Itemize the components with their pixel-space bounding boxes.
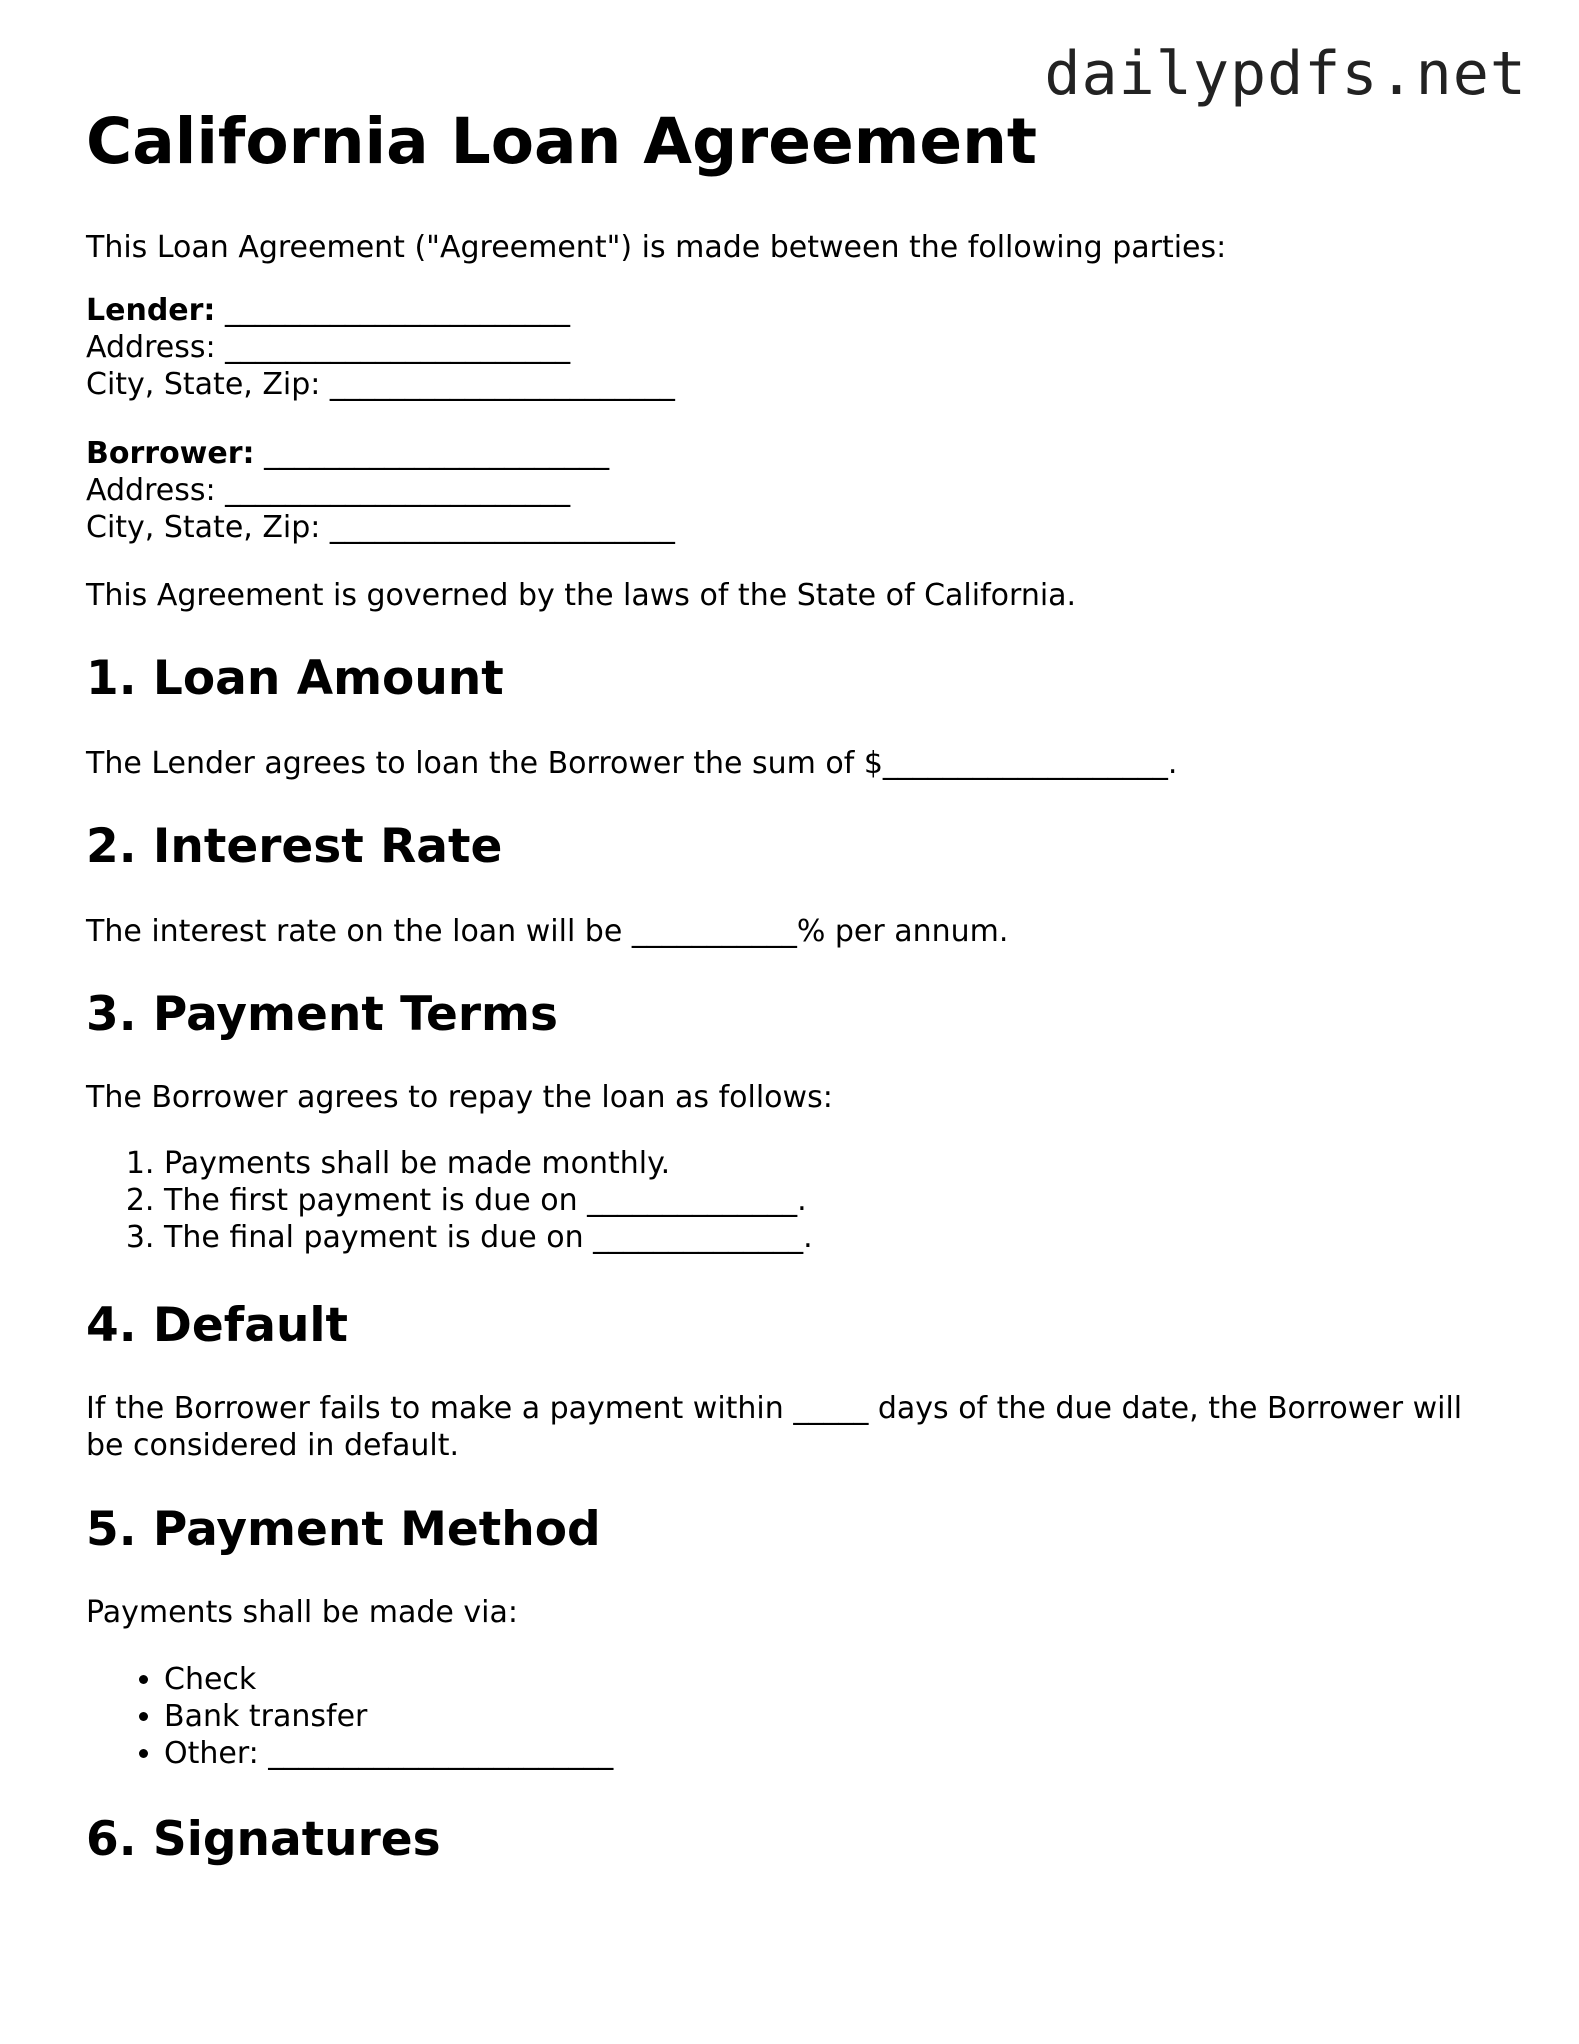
lender-address-line: Address: _______________________ [86, 330, 571, 365]
list-item: • Bank transfer [164, 1698, 613, 1735]
borrower-city-line: City, State, Zip: _______________________ [86, 510, 675, 545]
payment-terms-list [86, 1145, 813, 1256]
borrower-label: Borrower: [86, 436, 255, 471]
list-item: • Other: _______________________ [164, 1735, 613, 1772]
section-heading-payment-terms: 3. Payment Terms [86, 987, 558, 1042]
payment-method-list [86, 1661, 613, 1772]
lender-name-line [86, 292, 675, 329]
section-heading-loan-amount: 1. Loan Amount [86, 651, 504, 706]
borrower-name-blank: _______________________ [254, 436, 610, 471]
list-item: 1. Payments shall be made monthly. [164, 1145, 813, 1182]
borrower-name-line [86, 435, 675, 472]
governing-law-text: This Agreement is governed by the laws of the State of California. [86, 578, 1077, 613]
list-item: 2. The first payment is due on ______________. [164, 1182, 813, 1219]
section-heading-interest-rate: 2. Interest Rate [86, 819, 503, 874]
intro-text: This Loan Agreement ("Agreement") is made between the following parties: [86, 230, 1227, 265]
interest-rate-text: The interest rate on the loan will be ___________% per annum. [86, 914, 1009, 949]
lender-name-blank: _______________________ [215, 293, 570, 328]
list-item: 3. The final payment is due on ______________. [164, 1219, 813, 1256]
lender-label: Lender: [86, 293, 216, 328]
loan-amount-text: The Lender agrees to loan the Borrower the sum of $___________________. [86, 746, 1178, 781]
section-heading-payment-method: 5. Payment Method [86, 1502, 601, 1557]
watermark: dailypdfs.net [1044, 39, 1527, 109]
lender-city-line: City, State, Zip: _______________________ [86, 367, 675, 402]
section-heading-signatures: 6. Signatures [86, 1812, 441, 1867]
default-text: If the Borrower fails to make a payment within _____ days of the due date, the Borrower will be considered in default. [86, 1391, 1463, 1463]
section-heading-default: 4. Default [86, 1298, 349, 1353]
borrower-address-line: Address: _______________________ [86, 473, 571, 508]
payment-terms-text: The Borrower agrees to repay the loan as follows: [86, 1080, 833, 1115]
list-item: • Check [164, 1661, 613, 1698]
lender-block [86, 292, 675, 403]
document-title: California Loan Agreement [86, 105, 1038, 178]
borrower-block [86, 435, 675, 546]
payment-method-text: Payments shall be made via: [86, 1595, 518, 1630]
